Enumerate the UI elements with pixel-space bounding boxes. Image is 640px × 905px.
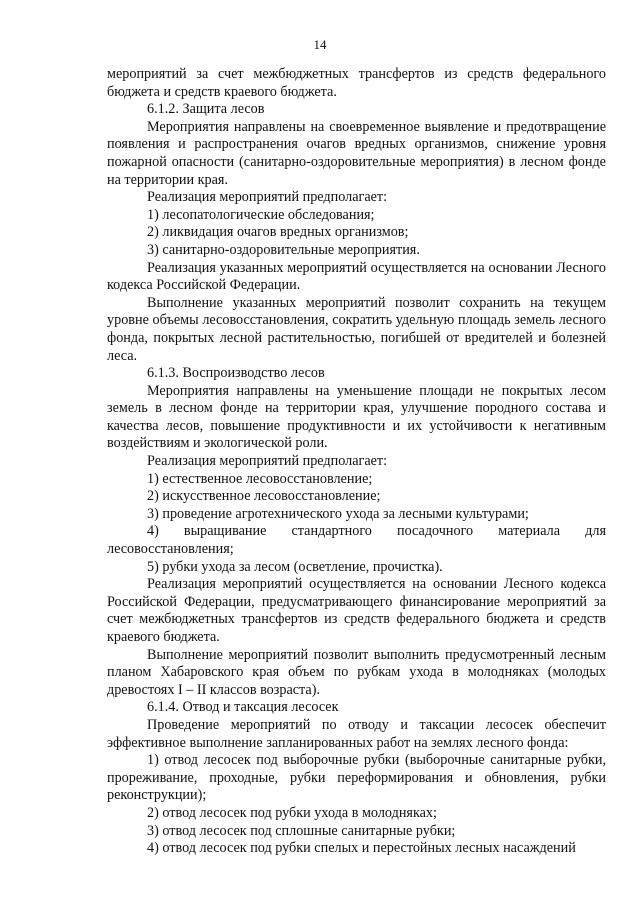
paragraph: Реализация мероприятий предполагает:: [147, 189, 388, 206]
paragraph: 6.1.3. Воспроизводство лесов: [147, 365, 325, 382]
paragraph: Выполнение мероприятий позволит выполнить предусмотренный лесным планом Хабаровского края объем по рубкам ухода в молодняках (молодых древостоях I – II классов возраста).: [107, 646, 606, 698]
paragraph: Реализация указанных мероприятий осуществляется на основании Лесного кодекса Российской Федерации.: [107, 259, 606, 294]
paragraph: 3) санитарно-оздоровительные мероприятия.: [147, 241, 420, 258]
paragraph: 6.1.4. Отвод и таксация лесосек: [147, 699, 339, 716]
paragraph: 1) отвод лесосек под выборочные рубки (выборочные санитарные рубки, прореживание, проходные, рубки переформирования и обновления, рубки реконструкции);: [107, 752, 606, 804]
paragraph: 2) искусственное лесовосстановление;: [147, 488, 381, 505]
paragraph: 6.1.2. Защита лесов: [147, 101, 265, 118]
page-number: 14: [313, 37, 327, 52]
document-body: [107, 66, 606, 858]
paragraph: 1) естественное лесовосстановление;: [147, 470, 373, 487]
paragraph: 2) ликвидация очагов вредных организмов;: [147, 224, 409, 241]
paragraph: мероприятий за счет межбюджетных трансфертов из средств федерального бюджета и средств краевого бюджета.: [107, 66, 606, 100]
paragraph: Реализация мероприятий осуществляется на основании Лесного кодекса Российской Федерации, предусматривающего финансирование мероприятий за счет межбюджетных трансфертов из средств федерального бюджета и средств краевого бюджета.: [107, 576, 606, 645]
paragraph: 4) выращивание стандартного посадочного материала для лесовосстановления;: [107, 523, 606, 558]
paragraph: Реализация мероприятий предполагает:: [147, 453, 388, 470]
paragraph: 3) отвод лесосек под сплошные санитарные рубки;: [147, 822, 456, 839]
paragraph: 2) отвод лесосек под рубки ухода в молодняках;: [147, 804, 437, 821]
paragraph: Выполнение указанных мероприятий позволит сохранить на текущем уровне объемы лесовосстановления, сократить удельную площадь земель лесного фонда, покрытых лесной растительностью, погибшей от вредителей и болезней леса.: [107, 294, 606, 364]
paragraph: 4) отвод лесосек под рубки спелых и перестойных лесных насаждений: [147, 840, 576, 857]
paragraph: Проведение мероприятий по отводу и таксации лесосек обеспечит эффективное выполнение запланированных работ на землях лесного фонда:: [107, 716, 606, 751]
paragraph: 3) проведение агротехнического ухода за лесными культурами;: [147, 505, 529, 522]
paragraph: Мероприятия направлены на своевременное выявление и предотвращение появления и распространения очагов вредных организмов, снижение уровня пожарной опасности (санитарно-оздоровительные мероприятия) в лесном фонде на территории края.: [107, 118, 606, 188]
paragraph: Мероприятия направлены на уменьшение площади не покрытых лесом земель в лесном фонде на территории края, улучшение породного состава и качества лесов, повышение продуктивности и их устойчивости к негативным воздействиям и экологической роли.: [107, 382, 606, 452]
paragraph: 5) рубки ухода за лесом (осветление, прочистка).: [147, 558, 443, 575]
paragraph: 1) лесопатологические обследования;: [147, 206, 375, 223]
